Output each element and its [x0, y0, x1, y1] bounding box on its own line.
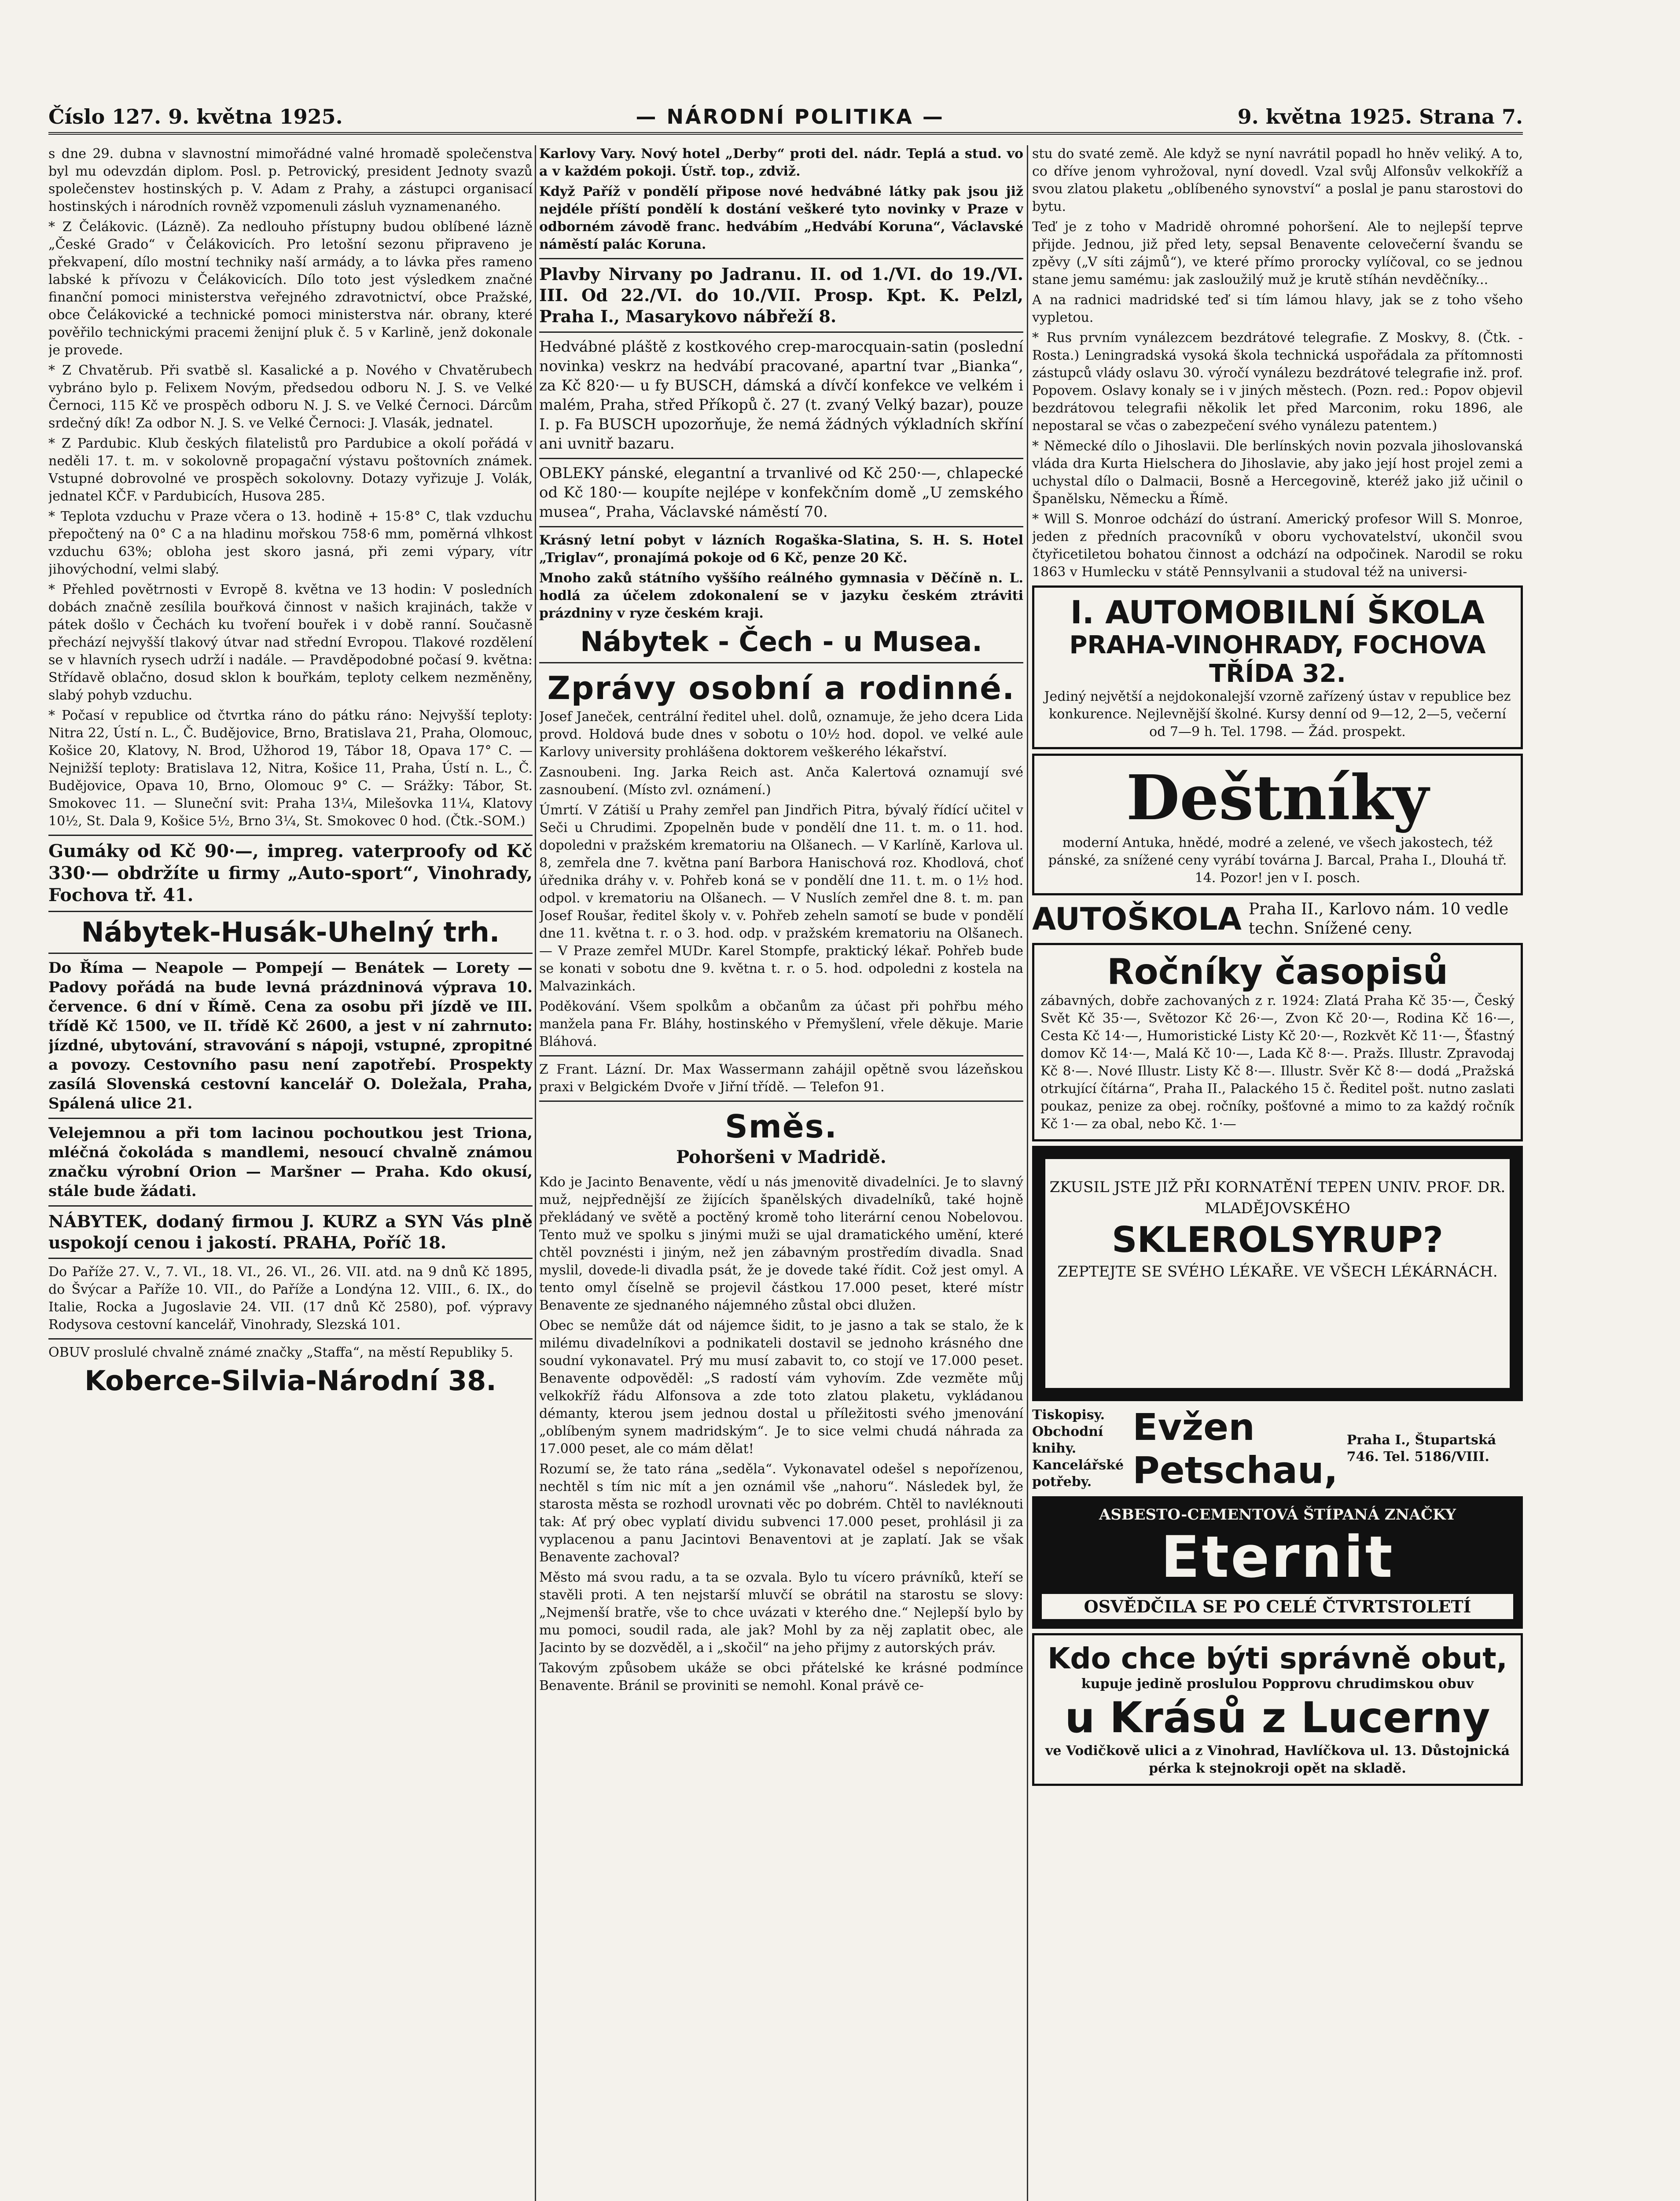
article: * Teplota vzduchu v Praze včera o 13. hodině + 15·8° C, tlak vzduchu přepočtený na 0° C a na hladinu mořskou 758·6 mm, poměrná vlhkost vzduchu 63%; obloha jest skoro jasná, při zemi výpary, vítr jihovýchodní, velmi slabý. [48, 509, 533, 577]
ad-text: ZKUSIL JSTE JIŽ PŘI KORNATĚNÍ TEPEN UNIV. PROF. DR. MLADĚJOVSKÉHO [1049, 1178, 1506, 1217]
classified-ad-headline: Nábytek - Čech - u Musea. [580, 626, 982, 658]
classified-ad: OBLEKY pánské, elegantní a trvanlivé od Kč 250·—, chlapecké od Kč 180·— koupíte nejlépe v konfekčním domě „U zemského musea“, Praha, Václavské náměstí 70. [539, 464, 1023, 521]
ad-headline: u Krásů z Lucerny [1065, 1693, 1490, 1742]
section-title: Směs. [725, 1108, 838, 1145]
divider [539, 662, 1023, 663]
classified-ad: Velejemnou a při tom lacinou pochoutkou jest Triona, mléčná čokoláda s mandlemi, nesoucí chvalně známou značku výrobní Orion — Maršner — Praha. Kdo okusí, stále bude žádati. [48, 1124, 533, 1200]
article: * Rus prvním vynálezcem bezdrátové telegrafie. Z Moskvy, 8. (Čtk. - Rosta.) Leningradská vysoká škola technická uspořádala za přítomnosti zástupců vlády oslavu 30. výročí vynálezu bezdrátové telegrafie inž. prof. Popovem. Oslavy konaly se i v jiných městech. (Pozn. red.: Popov objevil bezdrátovou telegrafii několik let před Marconim, roku 1896, ale nepostaral se včas o zabezpečení svého vynálezu patentem.) [1032, 330, 1523, 434]
article: * Z Pardubic. Klub českých filatelistů pro Pardubice a okolí pořádá v neděli 17. t. m. v sokolovně propagační výstavu poštovních známek. Vstupné dobrovolné ve prospěch sokolovny. Dotazy vyřizuje J. Volák, jednatel KČF. v Pardubicích, Husova 285. [48, 436, 533, 504]
umbrella-ad [1032, 754, 1523, 895]
divider [539, 331, 1023, 333]
classified-ad: Když Paříž v pondělí připose nové hedvábné látky pak jsou již nejdéle příští pondělí k dostání veškeré tyto novinky v Praze v odborném závodě franc. hedvábím „Hedvábí Koruna“, Václavské náměstí palác Koruna. [539, 184, 1023, 252]
ad-text: ASBESTO-CEMENTOVÁ ŠTÍPANÁ ZNAČKY [1099, 1506, 1456, 1524]
date-page-info: 9. května 1925. Strana 7. [1237, 105, 1523, 129]
ad-headline: Eternit [1161, 1524, 1394, 1590]
divider [48, 953, 533, 954]
sklerolsyrup-ad [1032, 1146, 1523, 1401]
article: Úmrtí. V Zátiší u Prahy zemřel pan Jindřich Pitra, bývalý řídící učitel v Seči u Chrudimi. Zpopelněn bude v pondělí dne 11. t. m. o 11. hod. dopoledni v pražském krematoriu na Olšanech. — V Karlíně, Karlova ul. 8, zemřela dne 7. května paní Barbora Hanischová roz. Khodlová, choť úřednika dráhy v. v. Pohřeb koná se v pondělí dne 11. t. m. o 1½ hod. odpol. v krematoriu na Olšanech. — V Nuslích zemřel dne 8. t. m. pan Josef Roušar, ředitel školy v. v. Pohřeb zeheln samotí se bude v pondělí dne 11. května t. r. o 3. hod. odp. v pražském krematoriu na Olšanech. — V Praze zemřel MUDr. Karel Stompfe, praktický lékař. Pohřeb bude se konati v sobotu dne 9. května t. r. o 5. hod. odpoledni z kostela na Malvazinkách. [539, 802, 1023, 994]
article-title: Pohoršeni v Madridě. [676, 1147, 886, 1167]
classified-ad: Krásný letní pobyt v lázních Rogaška-Slatina, S. H. S. Hotel „Triglav“, pronajímá pokoje od 6 Kč, penze 20 Kč. [539, 533, 1023, 566]
article: * Will S. Monroe odchází do ústraní. Americký profesor Will S. Monroe, jeden z předních pracovníků v oboru vychovatelství, ukončil svou čtyřicetiletou bohatou činnost a odchází na odpočinek. Narodil se roku 1863 v Humlecku v státě Pennsylvanii a studoval též na universi- [1032, 512, 1523, 580]
classified-ad: Do Říma — Neapole — Pompejí — Benátek — Lorety — Padovy pořádá na bude levná prázdninová výprava 10. července. 6 dní v Římě. Cena za osobu při jízdě ve III. třídě Kč 1500, ve II. třídě Kč 2600, a jest v ní zahrnuto: jízdné, ubytování, stravování s nápoji, vstupné, zpropitné a povozy. Cestovního pasu není zapotřebí. Prospekty zasílá Slovenská cestovní kancelář O. Doležala, Praha, Spálená ulice 21. [48, 959, 533, 1112]
article: Kdo je Jacinto Benavente, vědí u nás jmenovitě divadelníci. Je to slavný muž, nejpřednější ze žijících španělských divadelníků, také hojně překládaný ve světě a poctěný kromě toho literární cenou Nobelovou. Tento muž ve spolku s jinými muži se ujal dramatického umění, které chtěl povznésti i jiným, než jen zábavným prostředím divadla. Snad myslil, dovede-li divadla psát, že je dovede také řídit. Což jest omyl. A tento omyl číselně se projevil částkou 17.000 peset, které místr Benavente ze sjednaného nájemného zůstal obci dlužen. [539, 1174, 1023, 1313]
ad-headline: Ročníky časopisů [1107, 951, 1448, 992]
eternit-ad [1032, 1496, 1523, 1629]
column-divider [535, 145, 536, 2201]
ad-headline: AUTOŠKOLA [1032, 901, 1242, 937]
article: * Počasí v republice od čtvrtka ráno do pátku ráno: Nejvyšší teploty: Nitra 22, Ústí n. L., Č. Budějovice, Brno, Bratislava 21, Praha, Olomouc, Košice 20, Klatovy, N. Brod, Užhorod 19, Tábor 18, Opava 17° C. — Nejnižší teploty: Bratislava 12, Nitra, Košice 11, Praha, Ústí n. L., Č. Budějovice, Opava 10, Brno, Olomouc 9° C. — Srážky: Tábor, St. Smokovec 11. — Sluneční svit: Praha 13¼, Milešovka 11¼, Klatovy 10½, St. Dala 9, Košice 5½, Brno 3¼, St. Smokovec 0 hod. (Čtk.-SOM.) [48, 708, 533, 829]
article: stu do svaté země. Ale když se nyní navrátil popadl ho hněv veliký. A to, co dříve jenom vyhrožoval, nyní dovedl. Vzal svůj Alfonsův velkokříž a svou zlatou plaketu „oblíbeného synovství“ a poslal je panu starostovi do bytu. [1032, 146, 1523, 214]
divider [539, 1055, 1023, 1056]
article: * Z Chvatěrub. Při svatbě sl. Kasalické a p. Nového v Chvatěrubech vybráno bylo p. Felixem Novým, předsedou odboru N. J. S. ve Velké Černoci, 115 Kč ve prospěch odboru N. J. S. ve Velké Černoci. Dárcům srdečný dík! Za odbor N. J. S. ve Velké Černoci: J. Vlasák, jednatel. [48, 363, 533, 431]
newspaper-title: — NÁRODNÍ POLITIKA — [636, 105, 945, 129]
article: * Přehled povětrnosti v Evropě 8. května ve 13 hodin: V posledních dobách značně zesílila bouřková činnost v našich krajinách, takže v pátek došlo v Čechách ku tvoření bouřek i v době ranní. Současně přechází nejvyšší tlakový útvar nad střední Evropou. Tlakové rozdělení se v hlavních rysech udrží i nadále. — Pravděpodobné počasí 9. května: Střídavě oblačno, dosud sklon k bouřkám, teploty celkem nezměněny, slabý pohyb vzduchu. [48, 582, 533, 703]
ad-text: Jediný největší a nejdokonalejší vzorně zařízený ústav v republice bez konkurence. Nejlevnější školné. Kursy denní od 9—12, 2—5, večerní od 7—9 h. Tel. 1798. — Žád. prospekt. [1044, 689, 1511, 740]
article: Josef Janeček, centrální ředitel uhel. dolů, oznamuje, že jeho dcera Lida provd. Holdová bude dnes v sobotu o 10½ hod. dopol. ve velké aule Karlovy university prohlášena doktorem veškerého lékařství. [539, 709, 1023, 760]
column-divider [1027, 145, 1028, 2201]
classified-ad: Karlovy Vary. Nový hotel „Derby“ proti del. nádr. Teplá a stud. vo a v každém pokoji. Ústř. top., zdviž. [539, 146, 1023, 179]
classified-ad: Hedvábné pláště z kostkového crep-marocquain-satin (poslední novinka) veskrz na hedvábí pracované, apartní tvar „Bianka“, za Kč 820·— u fy BUSCH, dámská a dívčí konfekce ve velkém i malém, Praha, střed Příkopů č. 27 (t. zvaný Velký bazar), pouze I. p. Fa BUSCH upozorňuje, že nemá žádných výkladních skříní ani uvnitř bazaru. [539, 338, 1023, 453]
classified-ad: Do Paříže 27. V., 7. VI., 18. VI., 26. VI., 26. VII. atd. na 9 dnů Kč 1895, do Švýcar a Paříže 10. VII., do Paříže a Londýna 12. VIII., 6. IX., do Italie, Rocka a Jugoslavie 24. VII. (17 dnů Kč 2580), pof. výpravy Rodysova cestovní kancelář, Vinohrady, Slezská 101. [48, 1264, 533, 1332]
issue-info: Číslo 127. 9. května 1925. [48, 105, 343, 129]
article: Obec se nemůže dát od nájemce šidit, to je jasno a tak se stalo, že k milému divadelníkovi a podnikateli dostavil se jednoho krásného dne soudní vykonavatel. Prý mu musí zabavit to, co stojí ve 17.000 peset. Benavente odpověděl: „S radostí vám vyhovím. Zde vezměte můj velkokříž řádu Alfonsova a zde toto zlatou plaketu, vykládanou démanty, kterou jsem jednou dostal u příležitosti svého jmenování „oblíbeným synem madridským“. Je to sice velmi chudá náhrada za 17.000 peset, ale co mám dělat! [539, 1318, 1023, 1457]
magazines-ad [1032, 943, 1523, 1141]
ad-text: Praha I., Štupartská 746. Tel. 5186/VIII. [1346, 1432, 1496, 1465]
column-1 [48, 145, 533, 2201]
divider [48, 1205, 533, 1207]
ad-headline: Evžen Petschau, [1132, 1406, 1338, 1492]
article: * Z Čelákovic. (Lázně). Za nedlouho přístupny budou oblíbené lázně „České Grado“ v Čelákovicích. Pro letošní sezonu připraveno je překvapení, dílo mostní techniky naší armády, a to lávka přes rameno labské k přívozu v Čelákovicích. Dílo toto jest výsledkem značné finanční pomoci ministerstva veřejného zdravotnictví, obce Pražské, obce Čelákovické a technické pomoci ministerstva nár. obrany, které pověřilo technickými pracemi ženijní pluk č. 5 v Karlině, jenž dokonale je provede. [48, 219, 533, 358]
ad-headline: I. AUTOMOBILNÍ ŠKOLA [1070, 594, 1485, 631]
divider [539, 1100, 1023, 1102]
divider [48, 1258, 533, 1259]
section-title: Zprávy osobní a rodinné. [547, 670, 1015, 707]
ad-text: ZEPTEJTE SE SVÉHO LÉKAŘE. VE VŠECH LÉKÁRNÁCH. [1057, 1263, 1498, 1281]
page-header [48, 101, 1523, 135]
ad-text: OSVĚDČILA SE PO CELÉ ČTVRTSTOLETÍ [1042, 1594, 1513, 1619]
ad-text: Praha II., Karlovo nám. 10 vedle techn. Snížené ceny. [1248, 900, 1509, 938]
article: Teď je z toho v Madridě ohromné pohoršení. Ale to nejlepší teprve přijde. Jednou, již před lety, sepsal Benavente celovečerní švandu se zpěvy („V síti zájmů“), ve které přímo prorocky vylíčoval, co se jednou stane jemu samému: jak zasloužilý muž je krutě stíhán nevděčníky... [1032, 219, 1523, 287]
divider [539, 526, 1023, 527]
ad-headline: Kdo chce býti správně obut, [1048, 1642, 1507, 1675]
divider [539, 258, 1023, 259]
divider [539, 458, 1023, 459]
ad-headline: Deštníky [1126, 762, 1429, 834]
article: Takovým způsobem ukáže se obci přátelské ke krásné podmínce Benavente. Bránil se proviniti se nemohl. Konal právě ce- [539, 1660, 1023, 1693]
ad-text: zábavných, dobře zachovaných z r. 1924: Zlatá Praha Kč 35·—, Český Svět Kč 35·—, Světozor Kč 26·—, Zvon Kč 20·—, Rodina Kč 16·—, Cesta Kč 14·—, Humoristické Listy Kč 20·—, Rozkvět Kč 11·—, Šťastný domov Kč 14·—, Malá Kč 10·—, Lada Kč 8·—. Pražs. Illustr. Zpravodaj Kč 8·—. Nové Illustr. Listy Kč 8·—. Illustr. Svěr Kč 8·— dodá „Pražská otrkující čítárna“, Praha II., Palackého 15 č. Ředitel pošt. nutno zaslati poukaz, penize za obej. ročníky, pošťovné a mimo to za každý ročník Kč 1·— za obal, nebo Kč. 1·— [1040, 993, 1515, 1132]
divider [48, 911, 533, 912]
article: Rozumí se, že tato rána „seděla“. Vykonavatel odešel s nepořízenou, nechtěl s tím nic mít a jen oznámil vše „nahoru“. Následek byl, že starosta města se rozhodl urovnati věc po dobrém. Chtěl to navléknouti tak: Ať prý obec vyplatí dividu subvenci 17.000 peset, prohlásil ji za vyplacenou a panu Jacintovi Benaventovi at je zaplatí. Jak se však Benavente zachoval? [539, 1461, 1023, 1565]
article: Zasnoubeni. Ing. Jarka Reich ast. Anča Kalertová oznamují své zasnoubení. (Místo zvl. oznámení.) [539, 765, 1023, 798]
article: s dne 29. dubna v slavnostní mimořádné valné hromadě společenstva byl mu odevzdán diplom. Posl. p. Petrovický, president Jednoty svazů společenstev hostinských p. V. Adam z Prahy, a zástupci organisací hostinských i národních rovněž vzpomenuli zásluh vyznamenaného. [48, 146, 533, 214]
article: * Německé dílo o Jihoslavii. Dle berlínských novin pozvala jihoslovanská vláda dra Kurta Hielschera do Jihoslavie, aby jako její host projel zemi a uchystal dílo o Dalmacii, Bosně a Hercegovině, kteréž jako již učinil o Španělsku, Německu a Římě. [1032, 438, 1523, 507]
classified-ad: Plavby Nirvany po Jadranu. II. od 1./VI. do 19./VI. III. Od 22./VI. do 10./VII. Prosp. Kpt. K. Pelzl, Praha I., Masarykovo nábřeží 8. [539, 264, 1023, 326]
divider [48, 835, 533, 836]
ad-text: kupuje jedině proslulou Popprovu chrudimskou obuv [1081, 1676, 1474, 1692]
article: Město má svou radu, a ta se ozvala. Bylo tu vícero právníků, kteří se stavěli proti. A ten nejstarší mluvčí se obrátil na starostu se slovy: „Nejmenší bratře, vše to chce uvázati v kterého dne.“ Nejlepší bylo by mu pomoci, soudil rada, ale jak? Mohl by za něj zaplatit obec, ale Jacinto by se dozvěděl, a i „skočil“ na jeho přijmy z autorských práv. [539, 1570, 1023, 1656]
shoes-ad [1032, 1633, 1523, 1786]
ad-headline: SKLEROLSYRUP? [1112, 1219, 1443, 1260]
ad-text: ve Vodičkově ulici a z Vinohrad, Havlíčkova ul. 13. Důstojnická pérka k stejnokroji opět na skladě. [1045, 1743, 1510, 1776]
classified-ad: Gumáky od Kč 90·—, impreg. vaterproofy od Kč 330·— obdržíte u firmy „Auto-sport“, Vinohrady, Fochova tř. 41. [48, 841, 533, 905]
column-2 [539, 145, 1023, 2201]
classified-ad-headline: Nábytek-Husák-Uhelný trh. [81, 916, 500, 948]
petschau-ad [1032, 1406, 1523, 1492]
driving-school-ad [1032, 900, 1523, 939]
column-3 [1032, 145, 1523, 2201]
article: A na radnici madridské teď si tím lámou hlavy, jak se z toho všeho vypletou. [1032, 292, 1523, 325]
ad-text: Tiskopisy. Obchodní knihy. Kancelářské potřeby. [1032, 1407, 1124, 1490]
ad-subheadline: PRAHA-VINOHRADY, FOCHOVA TŘÍDA 32. [1069, 631, 1486, 688]
classified-ad: OBUV proslulé chvalně známé značky „Staffa“, na městí Republiky 5. [48, 1345, 514, 1360]
classified-ad-headline: Koberce-Silvia-Národní 38. [85, 1365, 496, 1397]
article: Z Frant. Lázní. Dr. Max Wassermann zahájil opětně svou lázeňskou praxi v Belgickém Dvoře v Jiřní třídě. — Telefon 91. [539, 1062, 1023, 1095]
ad-text: moderní Antuka, hnědé, modré a zelené, ve všech jakostech, též pánské, za snížené ceny vyrábí továrna J. Barcal, Praha I., Dlouhá tř. 14. Pozor! jen v I. posch. [1048, 835, 1507, 886]
divider [48, 1118, 533, 1119]
classified-ad: NÁBYTEK, dodaný firmou J. KURZ a SYN Vás plně uspokojí cenou i jakostí. PRAHA, Poříč 18. [48, 1211, 533, 1252]
divider [48, 1338, 533, 1340]
article: Poděkování. Všem spolkům a občanům za účast při pohřbu mého manžela pana Fr. Bláhy, hostinského v Přemyšlení, vřele děkuje. Marie Bláhová. [539, 999, 1023, 1049]
automobile-school-ad [1032, 585, 1523, 749]
classified-ad: Mnoho zaků státního vyššího reálného gymnasia v Děčíně n. L. hodlá za účelem zdokonalení se v jazyku českém ztráviti prázdniny v ryze českém kraji. [539, 570, 1023, 621]
